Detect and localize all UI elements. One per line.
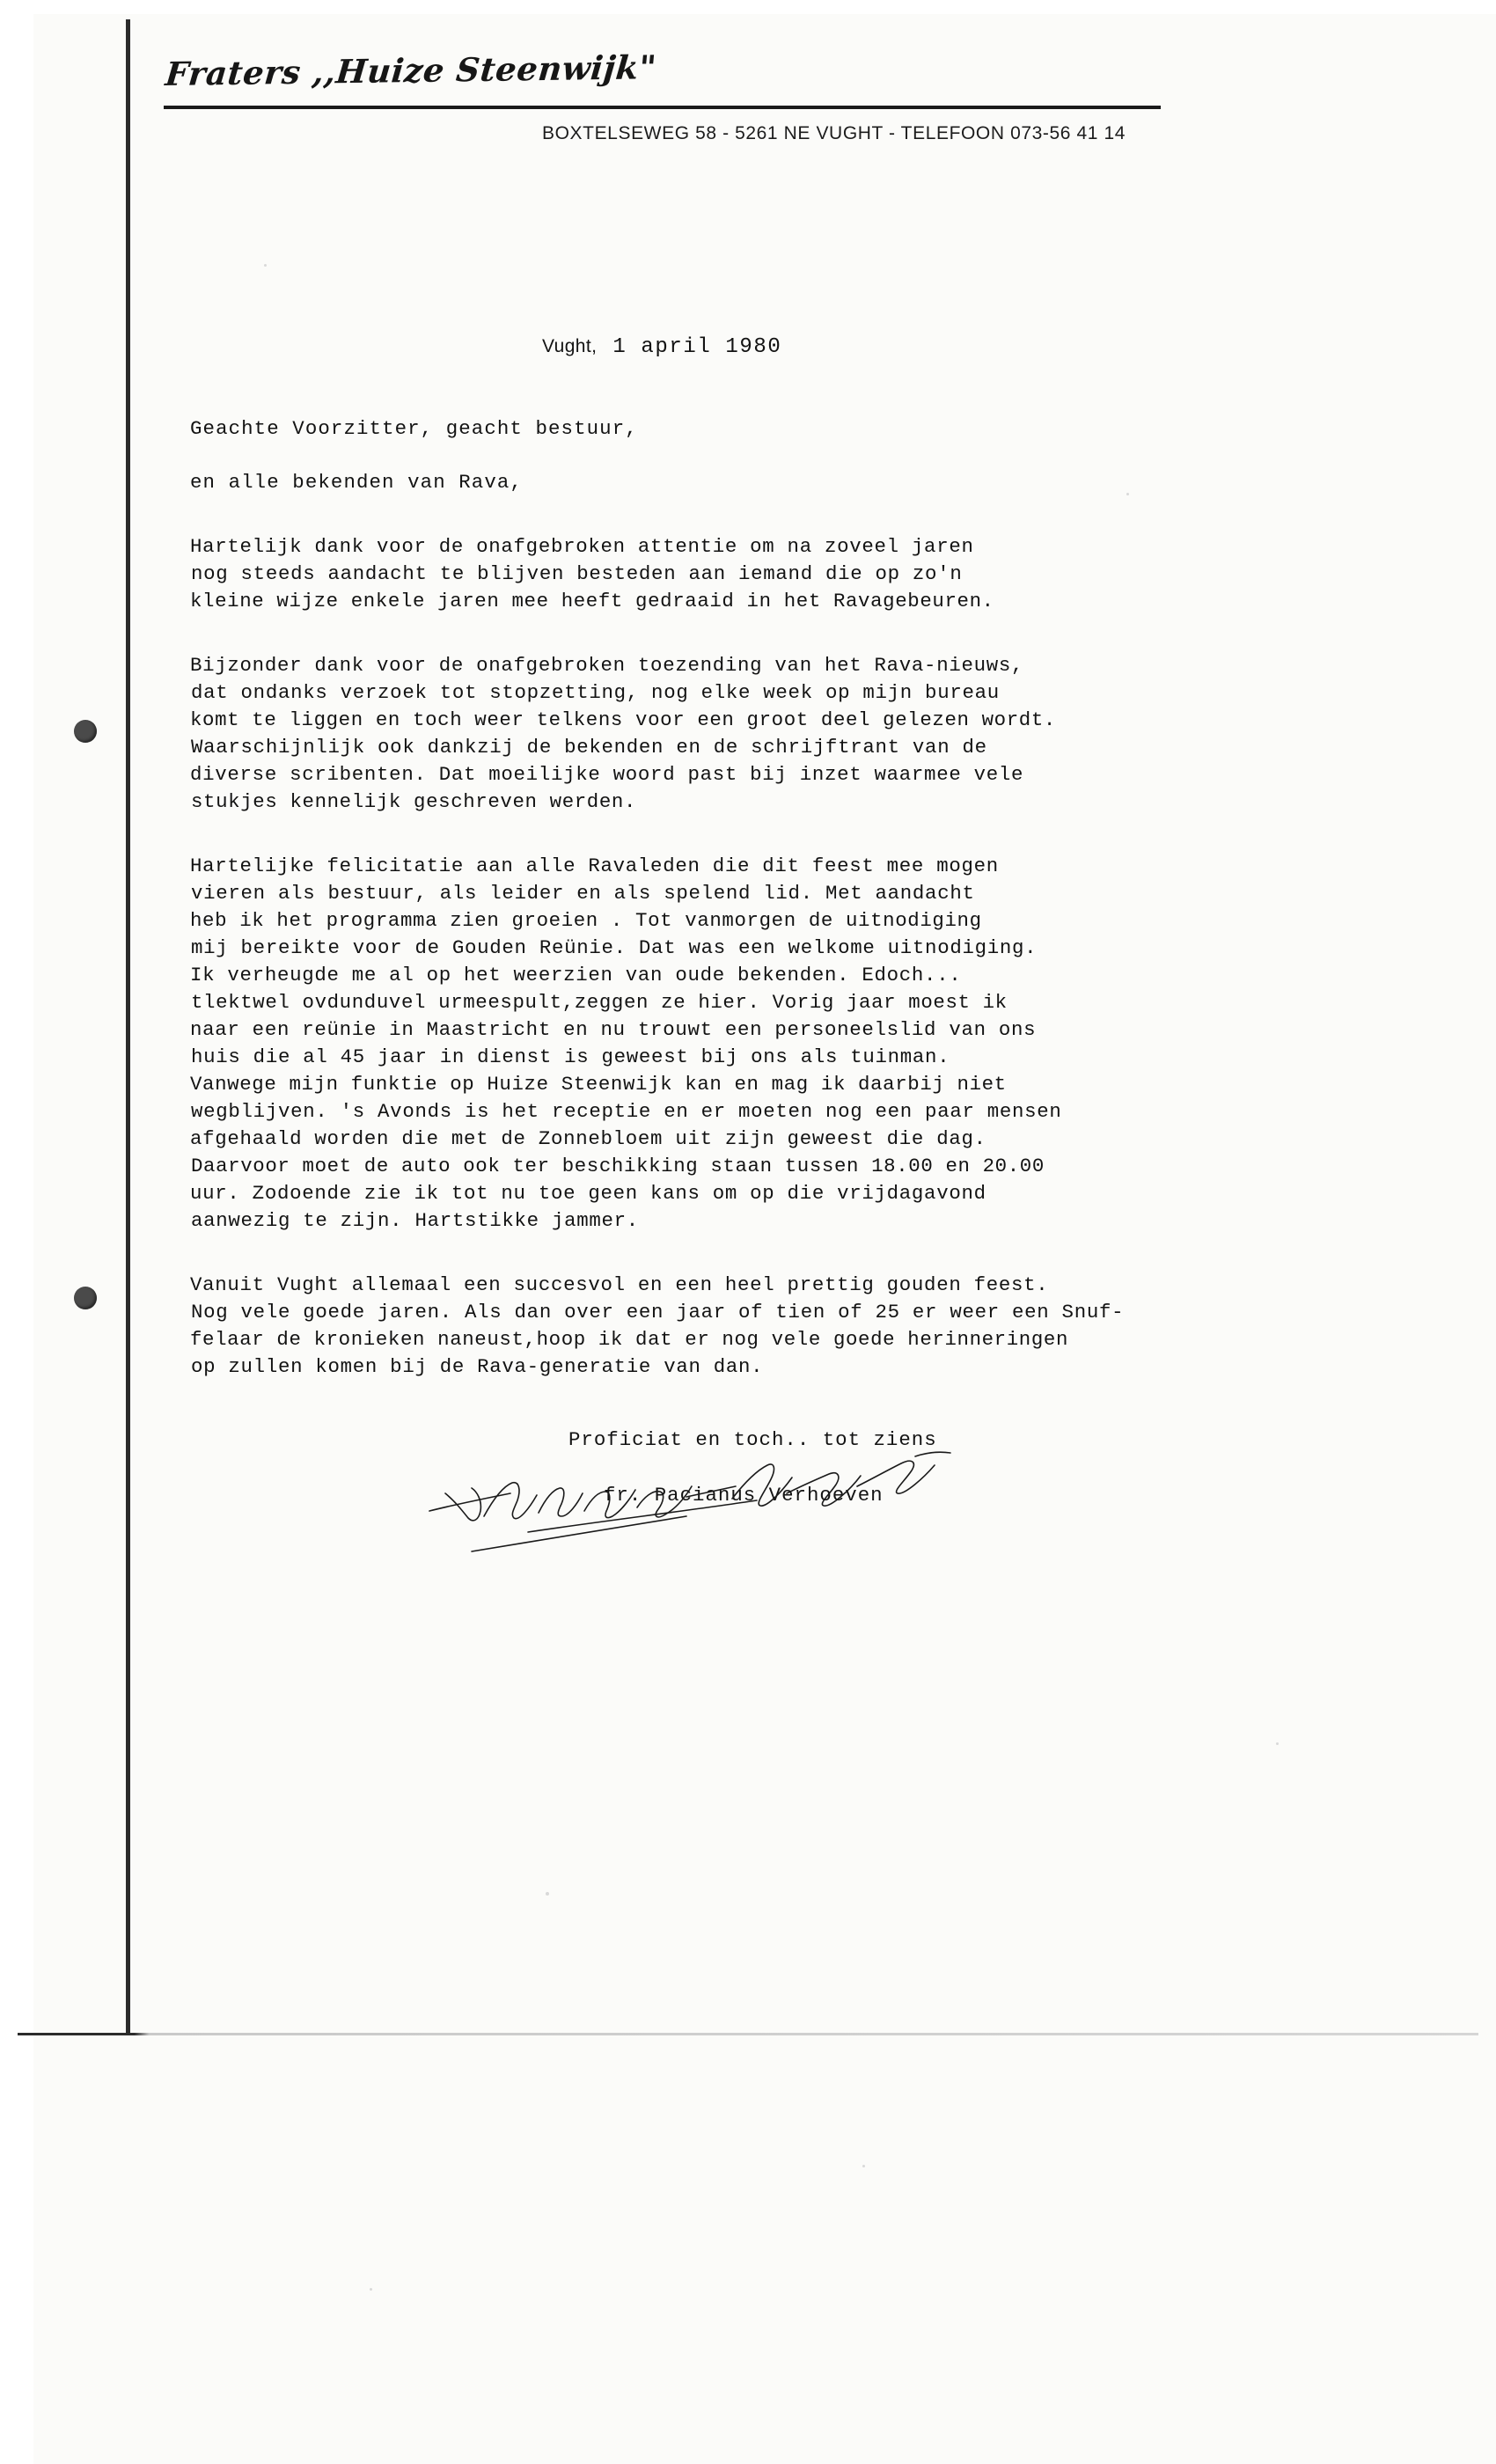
paragraph-line: wegblijven. 's Avonds is het receptie en er moeten nog een paar mensen bbox=[191, 1100, 1062, 1123]
paragraph-line: huis die al 45 jaar in dienst is geweest bij ons als tuinman. bbox=[191, 1045, 950, 1068]
organization-name: Fraters ,,Huize Steenwijk" bbox=[164, 48, 658, 93]
paragraph-line: Bijzonder dank voor de onafgebroken toezending van het Rava-nieuws, bbox=[190, 654, 1024, 677]
salutation-line-2: en alle bekenden van Rava, bbox=[190, 471, 523, 494]
paragraph-line: heb ik het programma zien groeien . Tot vanmorgen de uitnodiging bbox=[190, 909, 982, 932]
paragraph-4 bbox=[190, 1272, 1413, 1381]
dateline-date: 1 april 1980 bbox=[612, 335, 782, 359]
scan-speckle bbox=[370, 2288, 372, 2291]
paragraph-line: uur. Zodoende zie ik tot nu toe geen kans om op die vrijdagavond bbox=[190, 1182, 986, 1205]
paragraph-line: Vanuit Vught allemaal een succesvol en een heel prettig gouden feest. bbox=[190, 1273, 1049, 1296]
paragraph-line: komt te liggen en toch weer telkens voor een groot deel gelezen wordt. bbox=[190, 708, 1056, 731]
sheet-bottom-edge bbox=[18, 2033, 1478, 2035]
scan-margin-top bbox=[0, 0, 1496, 14]
paragraph-line: felaar de kronieken naneust,hoop ik dat er nog vele goede herinneringen bbox=[190, 1328, 1069, 1351]
paragraph-line: kleine wijze enkele jaren mee heeft gedraaid in het Ravagebeuren. bbox=[190, 590, 994, 612]
punch-hole-top bbox=[74, 720, 97, 743]
paragraph-line: Hartelijke felicitatie aan alle Ravaleden die dit feest mee mogen bbox=[190, 854, 999, 877]
scan-speckle bbox=[546, 1892, 549, 1896]
signer-name: fr. Pacianus Verhoeven bbox=[604, 1484, 884, 1507]
scan-speckle bbox=[264, 264, 267, 267]
valediction: Proficiat en toch.. tot ziens bbox=[568, 1428, 937, 1451]
paragraph-3 bbox=[190, 853, 1413, 1235]
binder-edge-line bbox=[126, 19, 130, 2035]
salutation bbox=[190, 415, 1413, 496]
paragraph-line: aanwezig te zijn. Hartstikke jammer. bbox=[191, 1209, 639, 1232]
paragraph-line: dat ondanks verzoek tot stopzetting, nog elke week op mijn bureau bbox=[191, 681, 1000, 704]
paragraph-line: Ik verheugde me al op het weerzien van oude bekenden. Edoch... bbox=[190, 964, 962, 986]
dateline-city: Vught, bbox=[542, 336, 598, 356]
paragraph-line: stukjes kennelijk geschreven werden. bbox=[191, 790, 637, 813]
paragraph-line: diverse scribenten. Dat moeilijke woord past bij inzet waarmee vele bbox=[190, 763, 1024, 786]
letterhead bbox=[164, 48, 1325, 144]
salutation-line-1: Geachte Voorzitter, geacht bestuur, bbox=[190, 417, 638, 440]
scan-speckle bbox=[862, 2165, 865, 2167]
paragraph-line: naar een reünie in Maastricht en nu trouwt een personeelslid van ons bbox=[190, 1018, 1037, 1041]
paragraph-line: Vanwege mijn funktie op Huize Steenwijk kan en mag ik daarbij niet bbox=[190, 1073, 1007, 1096]
paragraph-line: Nog vele goede jaren. Als dan over een jaar of tien of 25 er weer een Snuf- bbox=[191, 1301, 1125, 1324]
paragraph-line: Hartelijk dank voor de onafgebroken attentie om na zoveel jaren bbox=[190, 535, 974, 558]
paragraph-line: Waarschijnlijk ook dankzij de bekenden en de schrijftrant van de bbox=[191, 736, 987, 759]
paragraph-line: vieren als bestuur, als leider en als spelend lid. Met aandacht bbox=[191, 882, 975, 905]
paragraph-line: nog steeds aandacht te blijven besteden aan iemand die op zo'n bbox=[191, 562, 963, 585]
paragraph-line: afgehaald worden die met de Zonnebloem uit zijn geweest die dag. bbox=[190, 1127, 986, 1150]
letterhead-address: BOXTELSEWEG 58 - 5261 NE VUGHT - TELEFOON 073-56 41 14 bbox=[542, 123, 1126, 143]
letterhead-divider bbox=[164, 106, 1161, 109]
scan-speckle bbox=[1276, 1742, 1279, 1745]
scan-margin-left bbox=[0, 0, 33, 2464]
paragraph-line: mij bereikte voor de Gouden Reünie. Dat was een welkome uitnodiging. bbox=[191, 936, 1038, 959]
letter-body bbox=[164, 333, 1413, 1509]
punch-hole-bottom bbox=[74, 1287, 97, 1309]
paragraph-1 bbox=[190, 533, 1413, 615]
paragraph-line: tlektwel ovdunduvel urmeespult,zeggen ze hier. Vorig jaar moest ik bbox=[191, 991, 1008, 1014]
dateline bbox=[542, 333, 1413, 361]
paragraph-line: Daarvoor moet de auto ook ter beschikking staan tussen 18.00 en 20.00 bbox=[191, 1155, 1045, 1177]
paragraph-line: op zullen komen bij de Rava-generatie van dan. bbox=[191, 1355, 764, 1378]
paragraph-2 bbox=[190, 652, 1413, 816]
